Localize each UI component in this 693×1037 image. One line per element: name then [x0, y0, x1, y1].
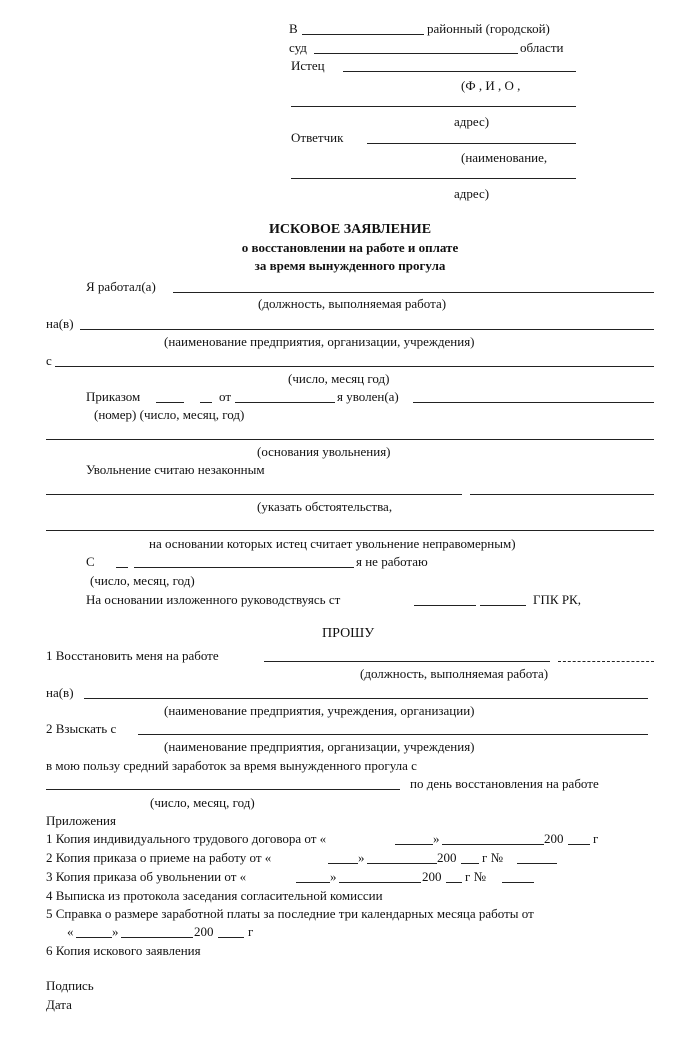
plaintiff-label: Истец	[291, 58, 325, 73]
circum-line-right	[470, 494, 654, 495]
order-hint: (номер) (число, месяц, год)	[94, 407, 245, 422]
request-title: ПРОШУ	[322, 626, 375, 641]
appendix-1-year: 200	[544, 831, 564, 846]
appendix-1-quote: »	[433, 831, 440, 846]
appendix-2: 2 Копия приказа о приеме на работу от «	[46, 850, 272, 865]
request-position-line-2	[558, 661, 654, 662]
based-text: На основании изложенного руководствуясь ст	[86, 592, 341, 607]
request-org-hint-2: (наименование предприятия, организации, учреждения)	[164, 739, 475, 754]
header-district: районный (городской)	[427, 21, 550, 36]
order-label: Приказом	[86, 389, 141, 404]
header-sud: суд	[289, 40, 307, 55]
request-item-1: 1 Восстановить меня на работе	[46, 648, 219, 663]
doc-title: ИСКОВОЕ ЗАЯВЛЕНИЕ	[268, 222, 432, 237]
appendix-title: Приложения	[46, 813, 116, 828]
gpk-text: ГПК РК,	[533, 592, 581, 607]
appendix-3-day-line	[296, 882, 330, 883]
defendant-line	[367, 143, 576, 144]
appendix-3-quote: »	[330, 869, 337, 884]
appendix-2-quote: »	[358, 850, 365, 865]
from-line	[55, 366, 654, 367]
fired-label: я уволен(а)	[337, 389, 399, 404]
appendix-2-year: 200	[437, 850, 457, 865]
appendix-5-month-line	[121, 937, 193, 938]
org-hint: (наименование предприятия, организации, учреждения)	[164, 334, 475, 349]
request-position-line	[264, 661, 550, 662]
appendix-1-month-line	[442, 844, 544, 845]
circum-line-left	[46, 494, 462, 495]
appendix-5-g: г	[248, 924, 254, 939]
appendix-3-g-no: г №	[465, 869, 486, 884]
basis-hint: на основании которых истец считает увольнение неправомерным)	[149, 536, 516, 551]
request-favor-text: в мою пользу средний заработок за время вынужденного прогула с	[46, 758, 417, 773]
appendix-3-month-line	[339, 882, 421, 883]
plaintiff-fio-hint: (Ф , И , О ,	[461, 78, 521, 93]
illegal-text: Увольнение считаю незаконным	[86, 462, 265, 477]
org-line	[80, 329, 654, 330]
request-date-hint: (число, месяц, год)	[150, 795, 255, 810]
position-hint: (должность, выполняемая работа)	[258, 296, 447, 311]
request-org-hint: (наименование предприятия, учреждения, организации)	[164, 703, 475, 718]
court-district-line	[302, 34, 424, 35]
appendix-2-number-line	[517, 863, 557, 864]
order-date-line	[235, 402, 335, 403]
order-number-line	[156, 402, 184, 403]
since-line-2	[134, 567, 354, 568]
appendix-5-year-line	[218, 937, 244, 938]
request-position-hint: (должность, выполняемая работа)	[360, 666, 549, 681]
not-working-text: я не работаю	[356, 554, 428, 569]
doc-subtitle-2: за время вынужденного прогула	[254, 258, 446, 273]
order-ot: от	[219, 389, 232, 404]
worked-line	[173, 292, 654, 293]
defendant-address-hint: адрес)	[454, 186, 490, 201]
request-item-2: 2 Взыскать с	[46, 721, 117, 736]
defendant-label: Ответчик	[291, 130, 344, 145]
appendix-3: 3 Копия приказа об увольнении от «	[46, 869, 247, 884]
fired-line	[413, 402, 654, 403]
appendix-2-year-line	[461, 863, 479, 864]
defendant-line-2	[291, 178, 576, 179]
appendix-3-year: 200	[422, 869, 442, 884]
appendix-3-number-line	[502, 882, 534, 883]
since-label: С	[86, 554, 95, 569]
signature-label: Подпись	[46, 978, 94, 993]
at-label: на(в)	[46, 316, 74, 331]
appendix-6: 6 Копия искового заявления	[46, 943, 201, 958]
appendix-3-year-line	[446, 882, 462, 883]
appendix-5: 5 Справка о размере заработной платы за последние три календарных месяца работы от	[46, 906, 534, 921]
request-until-text: по день восстановления на работе	[410, 776, 599, 791]
grounds-line	[46, 439, 654, 440]
appendix-2-day-line	[328, 863, 358, 864]
defendant-name-hint: (наименование,	[461, 150, 548, 165]
date-label: Дата	[46, 997, 72, 1012]
appendix-5-open: «	[67, 924, 74, 939]
appendix-1: 1 Копия индивидуального трудового договора от «	[46, 831, 327, 846]
appendix-5-year: 200	[194, 924, 214, 939]
date-hint-2: (число, месяц, год)	[90, 573, 195, 588]
doc-subtitle-1: о восстановлении на работе и оплате	[241, 240, 459, 255]
circum-line-2	[46, 530, 654, 531]
appendix-1-year-line	[568, 844, 590, 845]
article-line-1	[414, 605, 476, 606]
grounds-hint: (основания увольнения)	[257, 444, 391, 459]
plaintiff-address-hint: адрес)	[454, 114, 490, 129]
request-collect-line	[138, 734, 648, 735]
appendix-1-g: г	[593, 831, 599, 846]
appendix-5-quote: »	[112, 924, 119, 939]
plaintiff-line	[343, 71, 576, 72]
since-line-1	[116, 567, 128, 568]
header-v: В	[289, 21, 298, 36]
worked-label: Я работал(а)	[86, 279, 156, 294]
circum-hint: (указать обстоятельства,	[257, 499, 393, 514]
region-line	[314, 53, 518, 54]
date-hint: (число, месяц год)	[288, 371, 390, 386]
from-label: с	[46, 353, 52, 368]
header-oblasti: области	[520, 40, 564, 55]
article-line-2	[480, 605, 526, 606]
appendix-2-g-no: г №	[482, 850, 503, 865]
request-period-line	[46, 789, 400, 790]
appendix-5-day-line	[76, 937, 112, 938]
request-at-label: на(в)	[46, 685, 74, 700]
appendix-4: 4 Выписка из протокола заседания согласительной комиссии	[46, 888, 383, 903]
appendix-1-day-line	[395, 844, 433, 845]
plaintiff-line-2	[291, 106, 576, 107]
order-number-line-2	[200, 402, 212, 403]
request-org-line	[84, 698, 648, 699]
appendix-2-month-line	[367, 863, 437, 864]
